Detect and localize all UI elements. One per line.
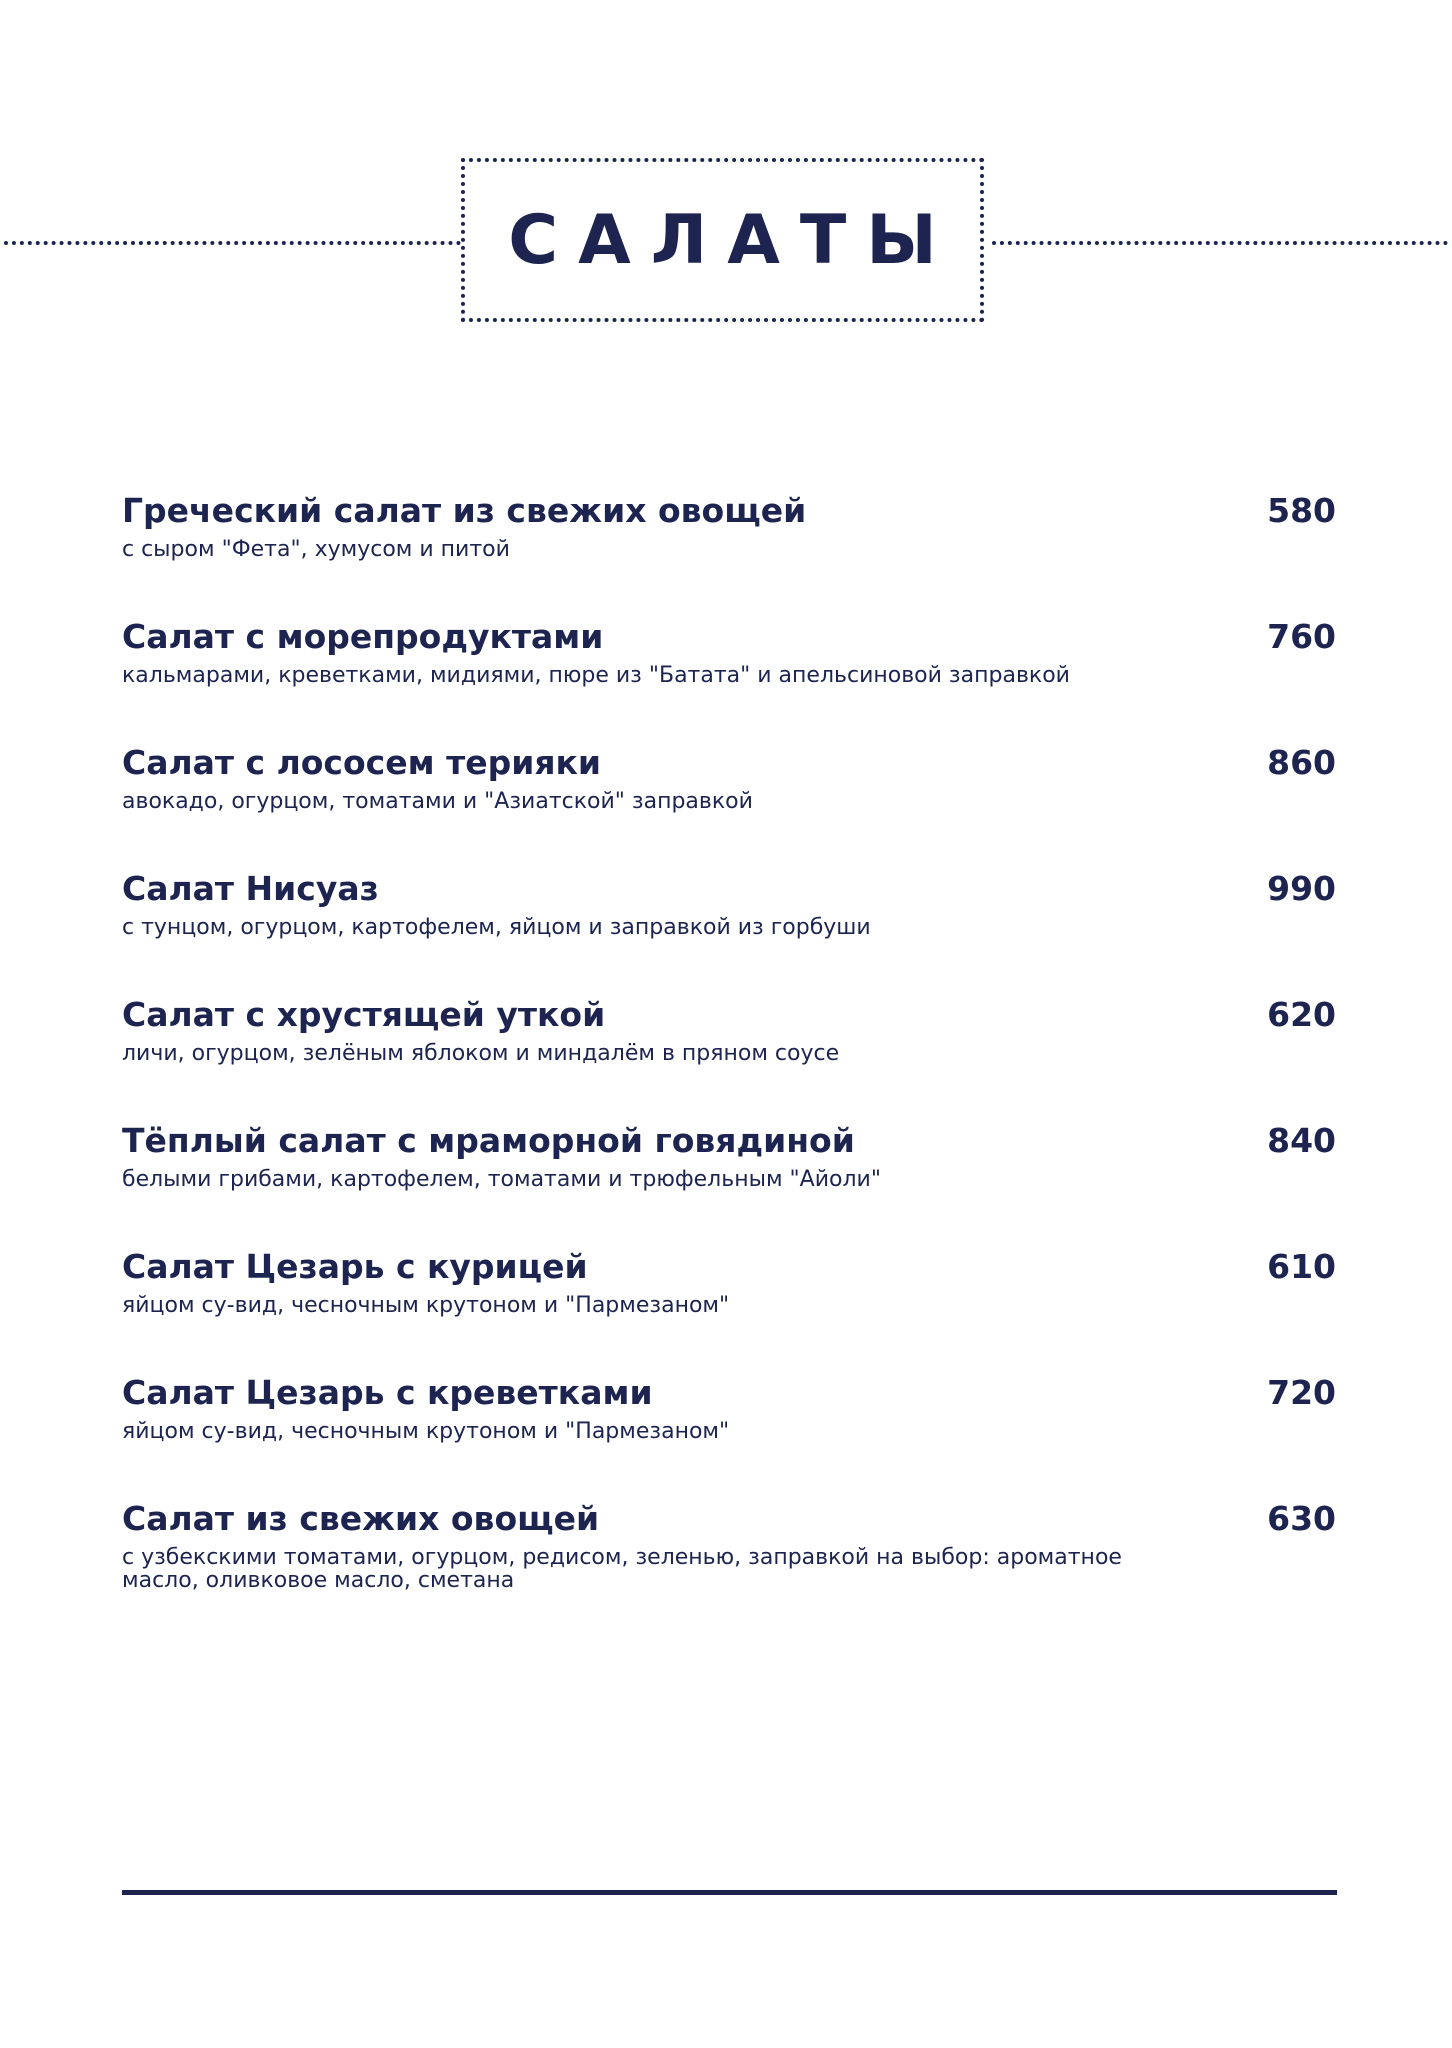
item-description: белыми грибами, картофелем, томатами и трюфельным "Айоли" — [122, 1167, 881, 1192]
item-name: Салат из свежих овощей — [122, 1499, 600, 1538]
item-price: 580 — [1267, 491, 1336, 530]
item-name: Салат Цезарь с курицей — [122, 1247, 588, 1286]
item-price: 760 — [1267, 617, 1336, 656]
item-description: кальмарами, креветками, мидиями, пюре из "Батата" и апельсиновой заправкой — [122, 663, 1070, 688]
item-description: с узбекскими томатами, огурцом, редисом, зеленью, заправкой на выбор: ароматное масло, оливковое масло, сметана — [122, 1545, 1122, 1593]
item-name: Салат Цезарь с креветками — [122, 1373, 653, 1412]
menu-item — [122, 1244, 1336, 1370]
item-description: яйцом су-вид, чесночным крутоном и "Пармезаном" — [122, 1419, 730, 1444]
menu-item — [122, 992, 1336, 1118]
menu-item — [122, 614, 1336, 740]
menu-item — [122, 488, 1336, 614]
item-name: Греческий салат из свежих овощей — [122, 491, 807, 530]
menu-item — [122, 1496, 1336, 1622]
section-title: САЛАТЫ — [508, 200, 957, 280]
menu-item — [122, 740, 1336, 866]
bottom-divider — [122, 1890, 1337, 1895]
item-price: 990 — [1267, 869, 1336, 908]
menu-item — [122, 866, 1336, 992]
item-name: Салат Нисуаз — [122, 869, 379, 908]
item-description: с тунцом, огурцом, картофелем, яйцом и заправкой из горбуши — [122, 915, 871, 940]
item-name: Салат с лососем терияки — [122, 743, 602, 782]
item-name: Салат с хрустящей уткой — [122, 995, 606, 1034]
item-name: Салат с морепродуктами — [122, 617, 604, 656]
item-price: 630 — [1267, 1499, 1336, 1538]
item-price: 610 — [1267, 1247, 1336, 1286]
item-price: 620 — [1267, 995, 1336, 1034]
menu-list — [122, 488, 1336, 1622]
item-description: личи, огурцом, зелёным яблоком и миндалём в пряном соусе — [122, 1041, 840, 1066]
menu-item — [122, 1370, 1336, 1496]
item-price: 720 — [1267, 1373, 1336, 1412]
item-description: с сыром "Фета", хумусом и питой — [122, 537, 510, 562]
title-frame — [461, 158, 984, 322]
item-description: авокадо, огурцом, томатами и "Азиатской" заправкой — [122, 789, 753, 814]
dotted-divider-left — [4, 241, 461, 245]
item-price: 860 — [1267, 743, 1336, 782]
dotted-divider-right — [992, 241, 1448, 245]
menu-item — [122, 1118, 1336, 1244]
item-price: 840 — [1267, 1121, 1336, 1160]
item-name: Тёплый салат с мраморной говядиной — [122, 1121, 855, 1160]
item-description: яйцом су-вид, чесночным крутоном и "Пармезаном" — [122, 1293, 730, 1318]
menu-header — [0, 156, 1452, 330]
